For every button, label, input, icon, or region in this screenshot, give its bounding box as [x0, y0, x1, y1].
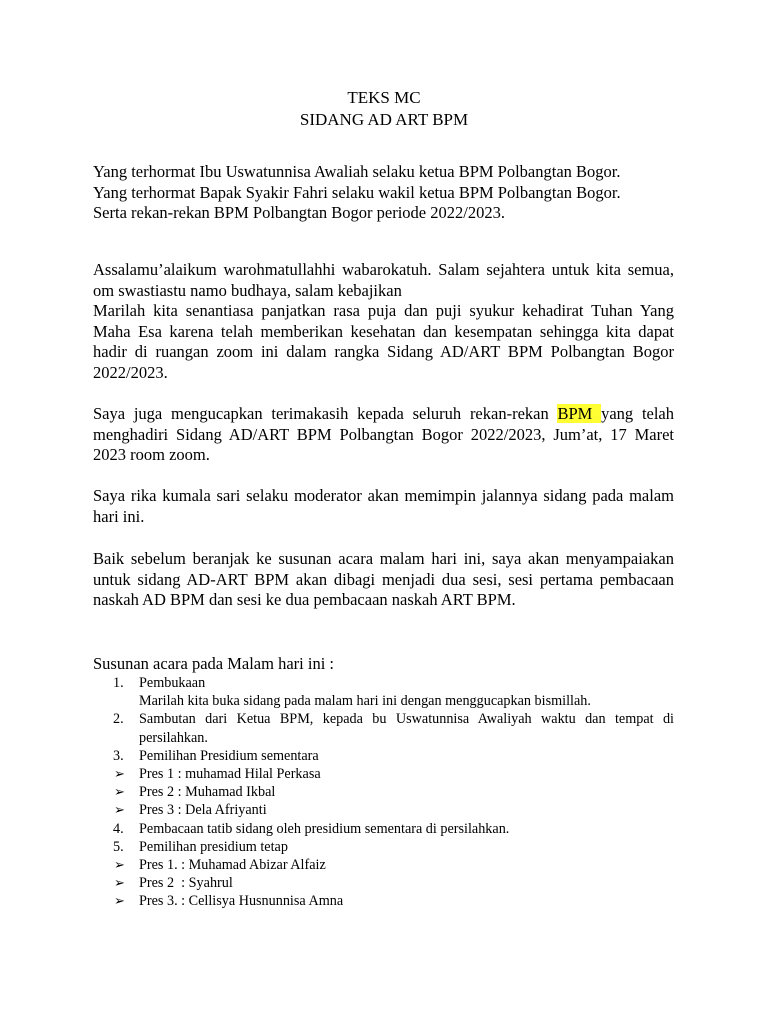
opening-section	[93, 260, 674, 383]
agenda-item-marker: 2.	[113, 711, 124, 728]
agenda-item-text: Pres 1 : muhamad Hilal Perkasa	[139, 766, 321, 783]
highlighted-text: BPM	[557, 404, 602, 423]
arrow-bullet-icon: ➢	[114, 802, 125, 818]
agenda-item	[93, 820, 674, 838]
agenda-item-subtext: Marilah kita buka sidang pada malam hari ini dengan menggucapkan bismillah.	[139, 693, 591, 710]
intro-section	[93, 549, 674, 611]
agenda-item-text: Pres 1. : Muhamad Abizar Alfaiz	[139, 857, 326, 874]
agenda-item	[93, 674, 674, 710]
agenda-item	[93, 874, 674, 892]
salam-paragraph: Assalamu’alaikum warohmatullahhi wabarokatuh. Salam sejahtera untuk kita semua, om swastiastu namo budhaya, salam kebajikan	[93, 260, 674, 300]
arrow-bullet-icon: ➢	[114, 784, 125, 800]
syukur-paragraph: Marilah kita senantiasa panjatkan rasa puja dan puji syukur kehadirat Tuhan Yang Maha Esa karena telah memberikan kesehatan dan kesempatan sehingga kita dapat hadir di ruangan zoom ini dalam rangka Sidang AD/ART BPM Polbangtan Bogor 2022/2023.	[93, 301, 674, 382]
greeting-wakil: Yang terhormat Bapak Syakir Fahri selaku wakil ketua BPM Polbangtan Bogor.	[93, 182, 621, 202]
agenda-item	[93, 838, 674, 856]
thanks-text-after: yang telah menghadiri Sidang AD/ART BPM Polbangtan Bogor 2022/2023, Jum’at, 17 Maret 2023 room zoom.	[93, 404, 675, 464]
agenda-item-text: Pres 2 : Syahrul	[139, 875, 233, 892]
agenda-item-text: Pemilihan presidium tetap	[139, 838, 288, 855]
thanks-paragraph	[93, 404, 674, 466]
agenda-item	[93, 801, 674, 819]
agenda-item	[93, 783, 674, 801]
arrow-bullet-icon: ➢	[114, 875, 125, 891]
agenda-item-text: Pembukaan	[139, 675, 206, 691]
agenda-item	[93, 856, 674, 874]
agenda-list	[93, 674, 674, 911]
agenda-item	[93, 892, 674, 910]
agenda-item-text: Pemilihan Presidium sementara	[139, 747, 319, 764]
agenda-item-marker: 3.	[113, 747, 124, 764]
agenda-item-text: Pres 3. : Cellisya Husnunnisa Amna	[139, 893, 344, 910]
agenda-item-marker: 1.	[113, 675, 124, 691]
agenda-heading-section	[93, 654, 674, 675]
greetings-section	[93, 162, 674, 224]
moderator-section	[93, 486, 674, 527]
moderator-paragraph: Saya rika kumala sari selaku moderator akan memimpin jalannya sidang pada malam hari ini.	[93, 486, 674, 526]
agenda-item-text: Sambutan dari Ketua BPM, kepada bu Uswatunnisa Awaliyah waktu dan tempat di persilahkan.	[139, 711, 674, 746]
arrow-bullet-icon: ➢	[114, 857, 125, 873]
agenda-item	[93, 765, 674, 783]
agenda-item-text: Pembacaan tatib sidang oleh presidium sementara di persilahkan.	[139, 820, 510, 837]
thanks-section	[93, 404, 674, 466]
agenda-item-text: Pres 3 : Dela Afriyanti	[139, 802, 267, 819]
arrow-bullet-icon: ➢	[114, 893, 125, 909]
document-title: TEKS MC	[347, 88, 421, 107]
agenda-item	[93, 710, 674, 746]
thanks-text-before: Saya juga mengucapkan terimakasih kepada seluruh rekan-rekan	[93, 404, 558, 423]
agenda-item-marker: 4.	[113, 820, 124, 837]
greeting-ketua: Yang terhormat Ibu Uswatunnisa Awaliah selaku ketua BPM Polbangtan Bogor.	[93, 162, 621, 181]
greeting-rekan: Serta rekan-rekan BPM Polbangtan Bogor periode 2022/2023.	[93, 203, 505, 222]
agenda-item	[93, 747, 674, 765]
intro-paragraph: Baik sebelum beranjak ke susunan acara malam hari ini, saya akan menyampaiakan untuk sidang AD-ART BPM akan dibagi menjadi dua sesi, sesi pertama pembacaan naskah AD BPM dan sesi ke dua pembacaan naskah ART BPM.	[93, 549, 674, 609]
arrow-bullet-icon: ➢	[114, 766, 125, 782]
agenda-item-marker: 5.	[113, 838, 124, 855]
document-subtitle: SIDANG AD ART BPM	[299, 110, 469, 129]
agenda-item-text: Pres 2 : Muhamad Ikbal	[139, 784, 276, 801]
agenda-heading: Susunan acara pada Malam hari ini :	[93, 654, 334, 673]
